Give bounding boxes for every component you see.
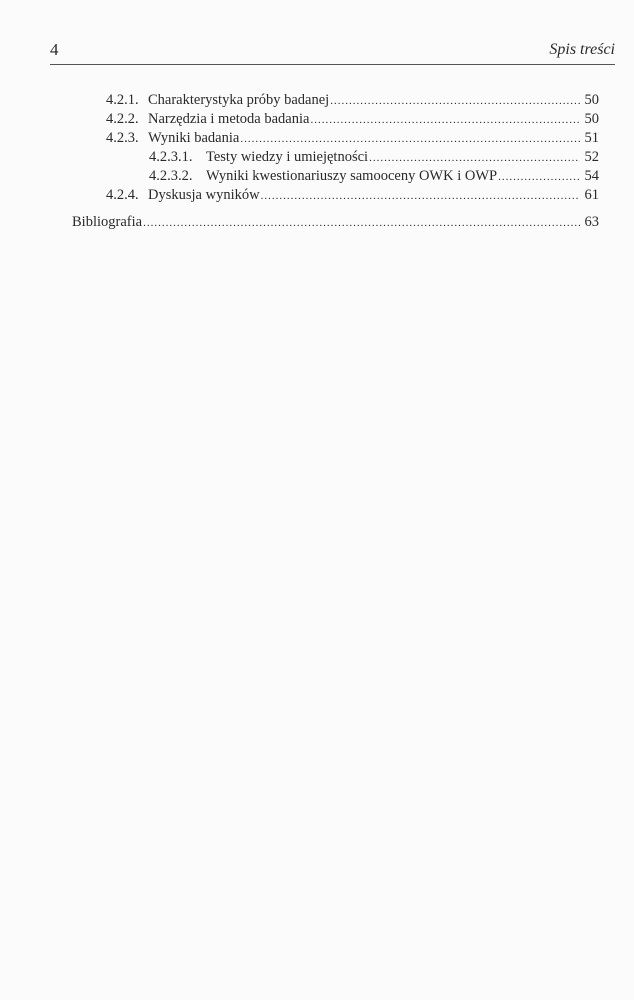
toc-entry — [106, 128, 599, 148]
toc-entry-page: 50 — [584, 111, 599, 127]
toc-leader-dots — [330, 91, 580, 111]
toc-entry-number: 4.2.3.1. — [149, 149, 193, 165]
toc-entry-title: Narzędzia i metoda badania — [148, 111, 310, 127]
toc-leader-dots — [369, 148, 580, 168]
toc-entry-page: 50 — [584, 92, 599, 108]
toc-entry — [106, 185, 599, 205]
toc-entry-number: 4.2.1. — [106, 92, 139, 108]
toc-entry-number: 4.2.3. — [106, 130, 139, 146]
toc-entry-title: Testy wiedzy i umiejętności — [206, 149, 369, 165]
toc-entry-title: Charakterystyka próby badanej — [148, 92, 330, 108]
toc-entry-page: 61 — [584, 187, 599, 203]
toc-entry-title: Dyskusja wyników — [148, 187, 260, 203]
toc-entry — [106, 109, 599, 129]
toc-leader-dots — [240, 129, 580, 149]
toc-entry — [106, 90, 599, 110]
toc-entry-page: 63 — [584, 214, 599, 230]
toc-entry-number: 4.2.2. — [106, 111, 139, 127]
running-head: Spis treści — [549, 41, 615, 58]
page-header — [50, 40, 615, 65]
toc-entry-number: 4.2.3.2. — [149, 168, 193, 184]
toc-entry-page: 54 — [584, 168, 599, 184]
toc-entry-title: Bibliografia — [72, 214, 143, 230]
toc-leader-dots — [143, 213, 580, 233]
toc-entry — [149, 166, 599, 186]
toc-entry-page: 52 — [584, 149, 599, 165]
toc-leader-dots — [310, 110, 580, 130]
toc-entry-page: 51 — [584, 130, 599, 146]
toc-entry-title: Wyniki kwestionariuszy samooceny OWK i OWP — [206, 168, 498, 184]
toc-entry-title: Wyniki badania — [148, 130, 240, 146]
page-number: 4 — [50, 40, 59, 59]
toc-entry — [72, 212, 599, 232]
toc-leader-dots — [498, 167, 580, 187]
toc-leader-dots — [261, 186, 580, 206]
toc-entry — [149, 147, 599, 167]
toc-entry-number: 4.2.4. — [106, 187, 139, 203]
